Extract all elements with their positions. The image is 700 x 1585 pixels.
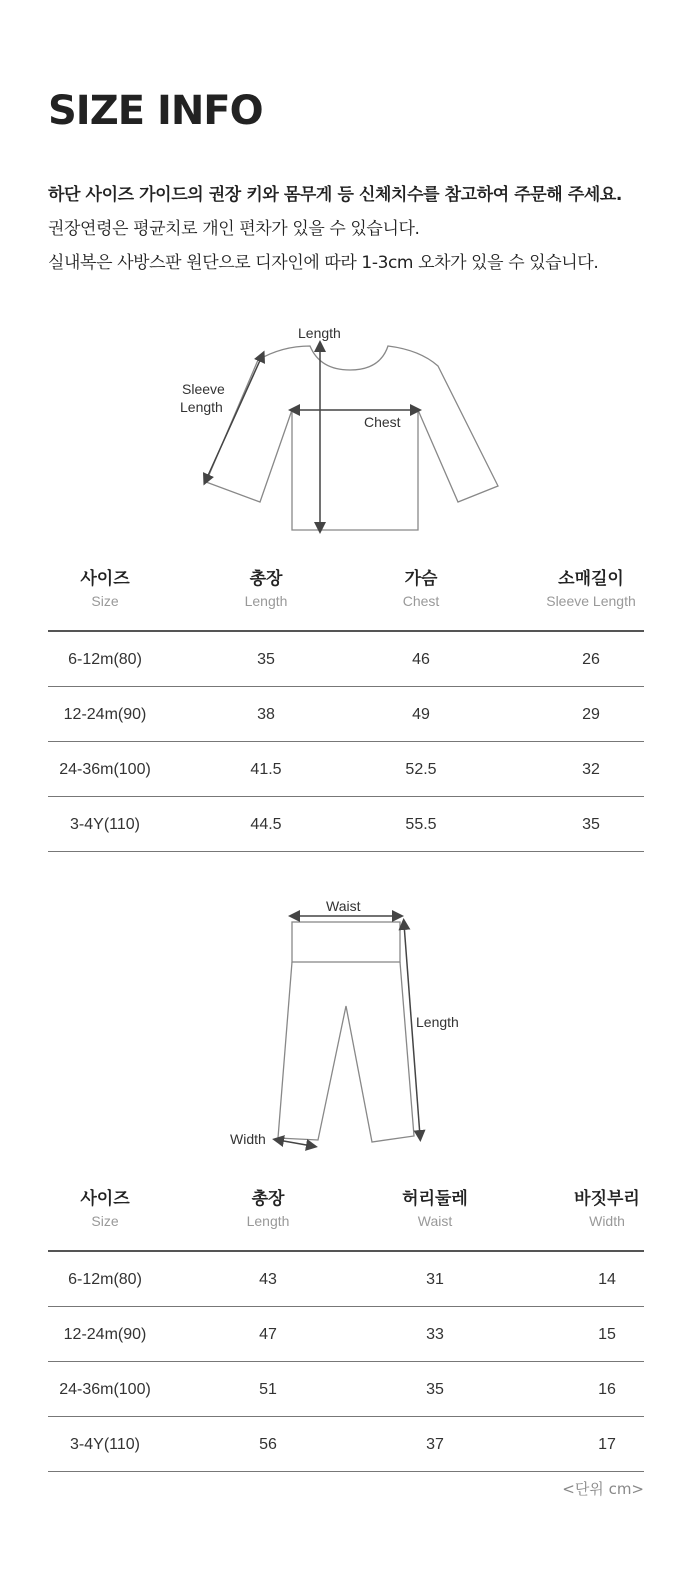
table-header xyxy=(48,568,644,632)
sleeve-arrow xyxy=(206,356,262,480)
cell-width: 16 xyxy=(598,1381,616,1398)
table-row xyxy=(48,797,644,852)
length-label: Length xyxy=(416,1014,459,1030)
cell-size: 12-24m(90) xyxy=(63,1326,147,1343)
cell-waist: 31 xyxy=(426,1271,444,1288)
cell-width: 14 xyxy=(598,1271,616,1288)
note-line: 권장연령은 평균치로 개인 편차가 있을 수 있습니다. xyxy=(48,219,420,239)
table-row xyxy=(48,742,644,797)
cell-length: 44.5 xyxy=(250,816,282,833)
table-header xyxy=(48,1188,644,1252)
header-sleeve xyxy=(546,568,636,612)
cell-length: 47 xyxy=(259,1326,277,1343)
cell-length: 51 xyxy=(259,1381,277,1398)
cell-size: 24-36m(100) xyxy=(59,761,151,778)
header-en: Length xyxy=(244,593,288,609)
pants-outline xyxy=(278,962,414,1142)
table-row xyxy=(48,632,644,687)
cell-size: 6-12m(80) xyxy=(68,1271,142,1288)
table-row xyxy=(48,1307,644,1362)
header-en: Waist xyxy=(417,1213,453,1229)
cell-chest: 46 xyxy=(412,651,430,668)
cell-size: 3-4Y(110) xyxy=(70,816,140,833)
header-size xyxy=(80,1188,129,1232)
table-row xyxy=(48,1417,644,1472)
header-ko: 총장 xyxy=(251,1189,285,1209)
length-label: Length xyxy=(298,325,341,341)
header-length xyxy=(245,568,288,612)
notes xyxy=(48,178,622,280)
cell-size: 24-36m(100) xyxy=(59,1381,151,1398)
cell-size: 6-12m(80) xyxy=(68,651,142,668)
cell-sleeve: 35 xyxy=(582,816,600,833)
cell-sleeve: 26 xyxy=(582,651,600,668)
page-title: SIZE INFO xyxy=(48,88,263,134)
header-ko: 바짓부리 xyxy=(574,1189,640,1209)
cell-size: 12-24m(90) xyxy=(63,706,147,723)
header-en: Chest xyxy=(402,593,440,609)
header-chest xyxy=(403,568,440,612)
cell-size: 3-4Y(110) xyxy=(70,1436,140,1453)
cell-length: 43 xyxy=(259,1271,277,1288)
unit-note: <단위 cm> xyxy=(562,1480,644,1498)
top-outline xyxy=(206,346,498,530)
cell-waist: 35 xyxy=(426,1381,444,1398)
cell-waist: 33 xyxy=(426,1326,444,1343)
sleeve-label: Sleeve xyxy=(182,381,225,397)
header-en: Width xyxy=(589,1213,625,1229)
cell-waist: 37 xyxy=(426,1436,444,1453)
cell-width: 17 xyxy=(598,1436,616,1453)
cell-length: 35 xyxy=(257,651,275,668)
header-en: Size xyxy=(91,1213,119,1229)
note-line: 하단 사이즈 가이드의 권장 키와 몸무게 등 신체치수를 참고하여 주문해 주세요. xyxy=(48,185,622,205)
cell-length: 56 xyxy=(259,1436,277,1453)
cell-length: 38 xyxy=(257,706,275,723)
sleeve-label: Length xyxy=(180,399,223,415)
pants-diagram xyxy=(220,892,490,1160)
header-ko: 총장 xyxy=(249,569,283,589)
width-arrow xyxy=(278,1140,312,1146)
table-row xyxy=(48,1362,644,1417)
header-length xyxy=(247,1188,290,1232)
waist-label: Waist xyxy=(326,898,361,914)
table-row xyxy=(48,1252,644,1307)
note-line: 실내복은 사방스판 원단으로 디자인에 따라 1-3cm 오차가 있을 수 있습니다. xyxy=(48,253,599,273)
cell-chest: 52.5 xyxy=(405,761,437,778)
cell-sleeve: 32 xyxy=(582,761,600,778)
header-ko: 가슴 xyxy=(404,569,438,589)
cell-chest: 49 xyxy=(412,706,430,723)
cell-sleeve: 29 xyxy=(582,706,600,723)
header-width xyxy=(574,1188,640,1232)
cell-length: 41.5 xyxy=(250,761,282,778)
header-en: Size xyxy=(91,593,119,609)
chest-label: Chest xyxy=(364,414,401,430)
header-waist xyxy=(402,1188,468,1232)
width-label: Width xyxy=(230,1131,266,1147)
header-ko: 사이즈 xyxy=(80,569,130,589)
top-garment-diagram xyxy=(170,318,530,538)
header-size xyxy=(80,568,129,612)
header-ko: 사이즈 xyxy=(80,1189,130,1209)
header-ko: 소매길이 xyxy=(558,569,624,589)
header-en: Length xyxy=(246,1213,290,1229)
bottom-size-table xyxy=(48,1188,644,1472)
pants-waistband xyxy=(292,922,400,962)
cell-width: 15 xyxy=(598,1326,616,1343)
cell-chest: 55.5 xyxy=(405,816,437,833)
header-en: Sleeve Length xyxy=(546,593,636,609)
table-row xyxy=(48,687,644,742)
header-ko: 허리둘레 xyxy=(402,1189,468,1209)
top-size-table xyxy=(48,568,644,852)
